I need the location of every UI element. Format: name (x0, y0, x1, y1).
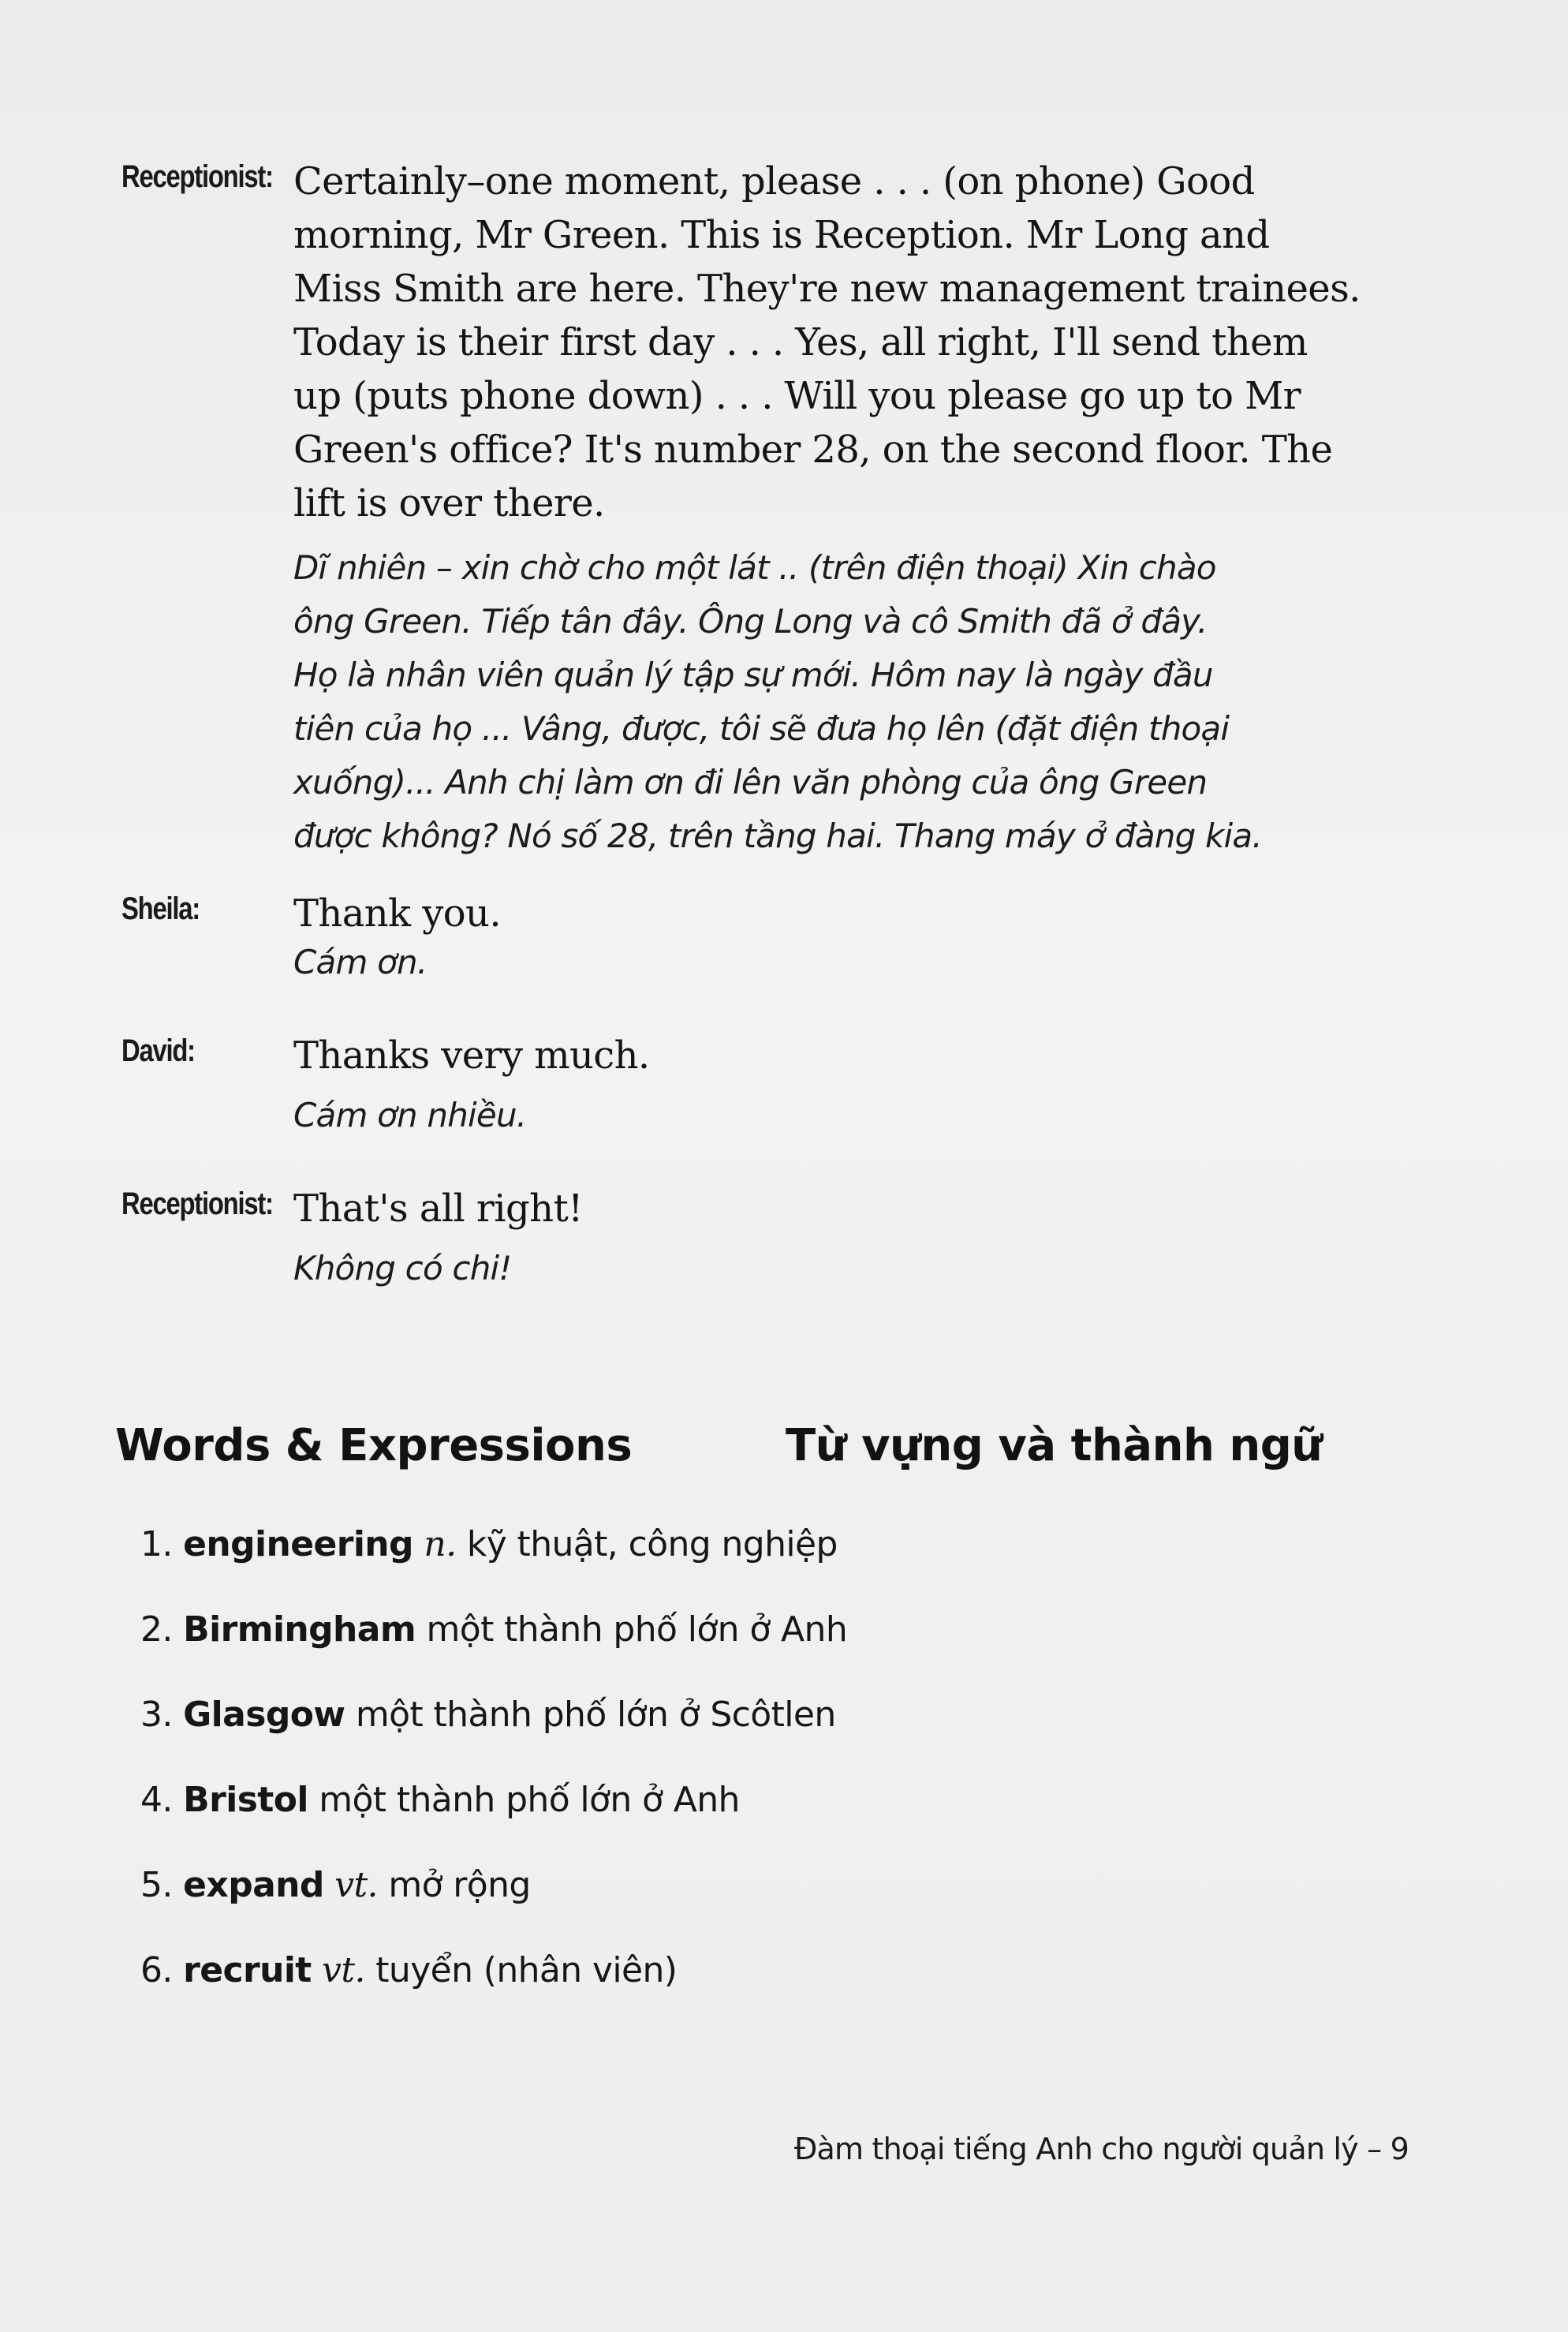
vocab-number: 3. (140, 1695, 173, 1735)
vietnamese-translation: Dĩ nhiên – xin chờ cho một lát .. (trên điện thoại) Xin chào ông Green. Tiếp tân đây. Ông Long và cô Smith đã ở đây. Họ là nhân viên quản lý tập sự mới. Hôm nay là ngày đầu tiên của họ ... Vâng, được, tôi sẽ đưa họ lên (đặt điện thoại xuống)... Anh chị làm ơn đi lên văn phòng của ông Green được không? Nó số 28, trên tầng hai. Thang máy ở đàng kia. (293, 548, 1262, 855)
vocabulary-list (140, 1524, 847, 2035)
vocab-item (140, 1865, 847, 1950)
dialog-turn (121, 155, 1383, 863)
vocab-term: Birmingham (183, 1609, 416, 1650)
vocab-item (140, 1695, 847, 1780)
dialog-turn (121, 887, 1383, 989)
vocab-meaning: một thành phố lớn ở Anh (319, 1780, 740, 1820)
vocab-meaning: tuyển (nhân viên) (375, 1950, 678, 1990)
vocab-term: engineering (183, 1524, 413, 1564)
vocab-part-of-speech: vt. (334, 1865, 378, 1905)
footer-separator: – (1367, 2132, 1382, 2166)
section-heading-vi: Từ vựng và thành ngữ (786, 1420, 1323, 1471)
vocab-meaning: mở rộng (388, 1865, 531, 1905)
vocab-meaning: một thành phố lớn ở Anh (426, 1609, 848, 1650)
english-line: That's all right! (293, 1187, 583, 1231)
vocab-term: recruit (183, 1950, 312, 1990)
page-number: 9 (1390, 2132, 1409, 2166)
vocab-part-of-speech: n. (424, 1524, 457, 1564)
dialog (121, 155, 1383, 1295)
vocab-item (140, 1780, 847, 1865)
vocab-part-of-speech: vt. (322, 1950, 365, 1990)
english-line: Thanks very much. (293, 1033, 650, 1078)
speaker-label: Sheila: (121, 891, 200, 926)
vocab-term: expand (183, 1865, 324, 1905)
section-heading-en: Words & Expressions (115, 1420, 633, 1471)
speaker-label: Receptionist: (121, 1187, 273, 1221)
vocab-term: Bristol (183, 1780, 308, 1820)
dialog-turn (121, 1029, 1383, 1142)
speaker-label: Receptionist: (121, 159, 273, 194)
vocab-item (140, 1524, 847, 1609)
vocab-number: 5. (140, 1865, 173, 1905)
vietnamese-translation: Không có chi! (293, 1249, 512, 1287)
english-line: Certainly–one moment, please . . . (on phone) Good morning, Mr Green. This is Reception. Mr Long and Miss Smith are here. They're new management trainees. Today is their first day . . . Yes, all right, I'll send them up (puts phone down) . . . Will you please go up to Mr Green's office? It's number 28, on the second floor. The lift is over there. (293, 159, 1361, 525)
vocab-meaning: kỹ thuật, công nghiệp (466, 1524, 838, 1564)
vocab-number: 4. (140, 1780, 173, 1820)
vocab-number: 2. (140, 1609, 173, 1650)
english-line: Thank you. (293, 891, 501, 936)
dialog-turn (121, 1182, 1383, 1295)
vietnamese-translation: Cám ơn nhiều. (293, 1096, 527, 1134)
vocab-meaning: một thành phố lớn ở Scôtlen (355, 1695, 836, 1735)
page-footer (794, 2132, 1409, 2166)
speaker-label: David: (121, 1033, 195, 1068)
vocab-number: 1. (140, 1524, 173, 1564)
vocab-term: Glasgow (183, 1695, 345, 1735)
vocab-item (140, 1950, 847, 2035)
vocab-item (140, 1609, 847, 1695)
vocab-number: 6. (140, 1950, 173, 1990)
footer-book-title: Đàm thoại tiếng Anh cho người quản lý (793, 2132, 1358, 2166)
vietnamese-translation: Cám ơn. (293, 943, 427, 981)
